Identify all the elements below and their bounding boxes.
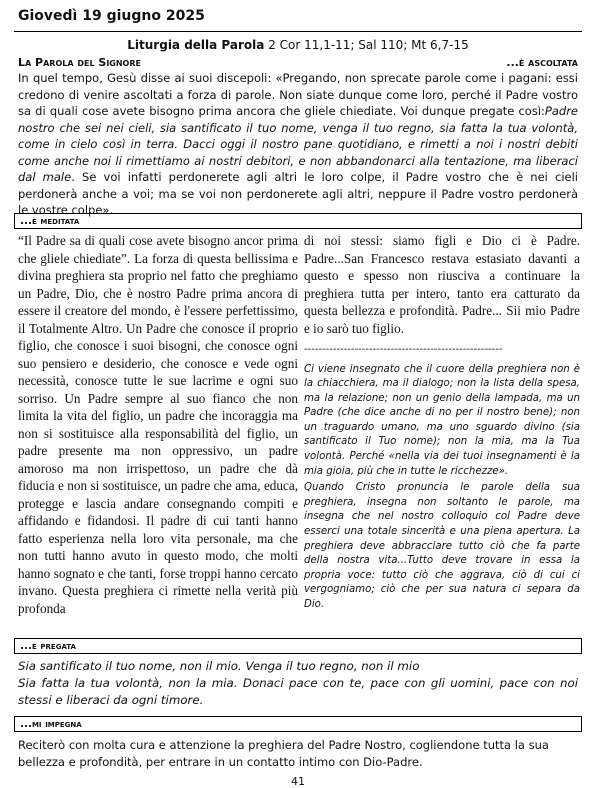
- ascoltata-label: ...è ascoltata: [506, 56, 578, 69]
- prayer-line-2: Sia fatta la tua volontà, non la mia. Donaci pace con te, pace con gli uomini, pace con noi stessi e liberaci da ogni timore.: [18, 676, 578, 707]
- meditata-section-header: [14, 213, 582, 229]
- page-date: Giovedì 19 giugno 2025: [18, 8, 205, 24]
- meditation-right-text: di noi stessi: siamo figli e Dio ci è Padre. Padre...San Francesco restava estasiato davanti a questo e spesso non riusciva a continuare la preghiera tutta per intero, tanto era catturato da questa bellezza e profondità. Padre... Sii mio Padre e io sarò tuo figlio.: [304, 233, 580, 336]
- parola-label: La Parola del Signore: [18, 56, 141, 69]
- liturgy-title: Liturgia della Parola: [127, 38, 265, 52]
- reflection-paragraph-2: Quando Cristo pronuncia le parole della sua preghiera, insegna non soltanto le parole, ma insegna che nel nostro colloquio col Padre deve esserci una totale sincerità e una piena apertura. La preghiera deve abbracciare tutto ciò che fa parte della nostra vita...Tutto deve trovare in essa la propria voce: tutto ciò che aggrava, ciò di cui ci vergogniamo; ciò che per sua natura ci separa da Dio.: [304, 482, 580, 610]
- impegna-label: ...mi impegna: [20, 718, 82, 730]
- pregata-label: ...è pregata: [20, 640, 76, 652]
- impegna-section-header: [14, 716, 582, 732]
- gospel-conclusion: . Se voi infatti perdonerete agli altri le loro colpe, il Padre vostro che è nei cieli perdonerà anche a voi; ma se voi non perdonerete agli altri, neppure il Padre vostro perdonerà le vostre colpe».: [18, 170, 578, 217]
- meditata-label: ...è meditata: [20, 215, 80, 227]
- gospel-prayer: Padre nostro che sei nei cieli, sia santificato il tuo nome, venga il tuo regno, sia fatta la tua volontà, come in cielo così in terra. Dacci oggi il nostro pane quotidiano, e rimetti a noi i nostri debiti come anche noi li rimettiamo ai nostri debitori, e non abbandonarci alla tentazione, ma liberaci dal male: [18, 104, 578, 184]
- parola-heading: [18, 56, 578, 69]
- liturgy-heading: [0, 38, 596, 52]
- dashed-separator: -------------------------------------------------------: [304, 344, 503, 355]
- prayer-line-1: Sia santificato il tuo nome, non il mio. Venga il tuo regno, non il mio: [18, 659, 420, 673]
- meditation-right-column: [304, 232, 580, 613]
- gospel-text: [18, 70, 578, 219]
- commitment-text: Reciterò con molta cura e attenzione la preghiera del Padre Nostro, cogliendone tutta la sua bellezza e profondità, per entrare in un contatto intimo con Dio-Padre.: [18, 738, 549, 769]
- pregata-section-header: [14, 638, 582, 654]
- reflection-paragraph-1: Ci viene insegnato che il cuore della preghiera non è la chiacchiera, ma il dialogo; non la lista della spesa, ma la relazione; non un genio della lampada, ma un Padre (che dice anche di no per il nostro bene); non un traguardo umano, ma uno sguardo divino (sia santificato il Tuo nome); non la mia, ma la Tua volontà. Perché «nella via dei tuoi insegnamenti è la mia gioia, più che in tutte le ricchezze».: [304, 363, 580, 477]
- top-divider: [14, 31, 582, 32]
- page-number: 41: [291, 775, 305, 788]
- prayer-text: [18, 658, 578, 709]
- liturgy-references: 2 Cor 11,1-11; Sal 110; Mt 6,7-15: [268, 38, 469, 52]
- meditation-left-column: “Il Padre sa di quali cose avete bisogno ancor prima che gliele chiediate”. La forza di questa bellissima e divina preghiera sta proprio nel fatto che preghiamo un Padre, Dio, che è nostro Padre prima ancora di essere il creatore del mondo, è l'essere perfettissimo, il Totalmente Altro. Un Padre che conosce il proprio figlio, che conosce i suoi bisogni, che conosce ogni suo pensiero e desiderio, che conosce e vede ogni necessità, conosce tutte le sue lacrime e ogni suo sorriso. Un Padre sempre al suo fianco che non limita la vita del figlio, un padre che incoraggia ma non si sostituisce alla responsabilità del figlio, un padre presente ma non oppressivo, un padre amoroso ma non irrispettoso, un padre che dà fiducia e non si sostituisce, un padre che ama, educa, protegge e lascia andare consegnando compiti e affidando e fidandosi. Il padre di cui tanti hanno fatto esperienza nella loro vita personale, ma che non tutti hanno avuto in questo modo, che molti hanno sognato e che tanti, forse troppi hanno cercato invano. Questa preghiera ci rimette nella verità più profonda: [18, 233, 298, 616]
- gospel-intro: In quel tempo, Gesù disse ai suoi discepoli: «Pregando, non sprecate parole come i pagani: essi credono di venire ascoltati a forza di parole. Non siate dunque come loro, perché il Padre vostro sa di quali cose avete bisogno prima ancora che gliele chiediate. Voi dunque pregate così:: [18, 71, 578, 118]
